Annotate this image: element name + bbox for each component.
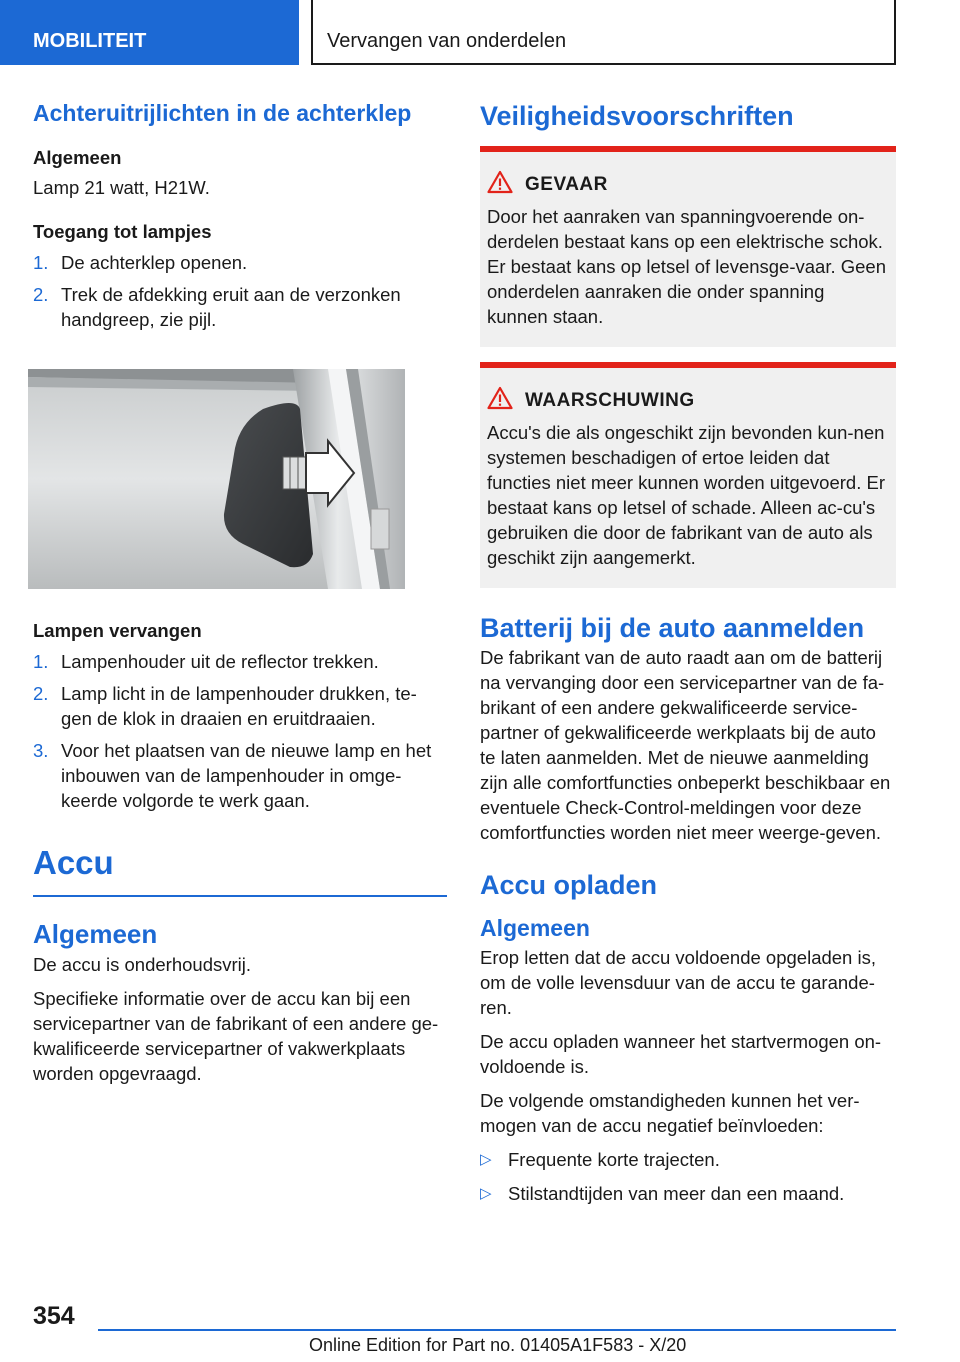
warning-triangle-icon [487,170,513,194]
charge-paragraph-3: De volgende omstandigheden kunnen het ver-mogen van de accu negatief beïnvloeden: [480,1089,860,1136]
tailgate-cover-illustration [28,369,405,589]
header-chapter-tab [311,0,896,65]
left-column-top [33,100,447,332]
left-column-bottom [33,619,447,1086]
list-item: 3. Voor het plaatsen van de nieuwe lamp en het inbouwen van de lampenhouder in omge-keerde volgorde te werk gaan. [33,739,432,811]
warning-label: WAARSCHUWING [525,390,695,412]
general-heading: Algemeen [33,146,122,168]
charge-general-heading: Algemeen [480,915,590,942]
register-title: Batterij bij de auto aanmelden [480,613,865,644]
warning-text: Accu's die als ongeschikt zijn bevonden kun-nen systemen beschadigen of ertoe leiden dat functies niet meer kunnen worden uitgevoerd. Er bestaat kans op letsel of schade. Alleen ac-cu's gebruiken die door de fabrikant van de auto als geschikt zijn aangemerkt. [487,422,885,569]
access-heading: Toegang tot lampjes [33,220,212,242]
danger-label: GEVAAR [525,174,608,196]
tailgate-cover-photo [28,369,405,589]
list-item: 2. Lamp licht in de lampenhouder drukken, te-gen de klok in draaien en eruitdraaien. [33,682,417,729]
accu-general-heading: Algemeen [33,918,158,949]
accu-title: Accu [33,843,114,881]
danger-box [480,146,896,347]
warning-box [480,362,896,588]
charge-paragraph-1: Erop letten dat de accu voldoende opgeladen is, om de volle levensduur van de accu te garande-ren. [480,946,876,1018]
replace-steps-list [33,649,447,813]
replace-heading: Lampen vervangen [33,620,202,641]
list-item: 1. De achterklep openen. [33,251,248,273]
right-column [480,100,896,1206]
header-section-label: MOBILITEIT [33,30,147,52]
charge-paragraph-2: De accu opladen wanneer het startvermogen on-voldoende is. [480,1030,882,1077]
header-section-tab [0,0,299,65]
accu-paragraph-2: Specifieke informatie over de accu kan bij een servicepartner van de fabrikant of een andere ge-kwalificeerde servicepartner of vakwerkplaats worden opgevraagd. [33,987,439,1084]
charge-bullets-list [480,1147,896,1206]
warning-triangle-icon [487,386,513,410]
section-divider [33,895,447,897]
general-text: Lamp 21 watt, H21W. [33,176,210,198]
footer-divider [98,1329,896,1331]
triangle-bullet-icon: ▷ [480,1184,492,1202]
list-item: ▷ Frequente korte trajecten. [480,1148,720,1170]
page-number: 354 [33,1302,75,1330]
footer-edition: Online Edition for Part no. 01405A1F583 - X/20 [309,1335,687,1355]
header-chapter-label: Vervangen van onderdelen [327,30,567,52]
list-item: ▷ Stilstandtijden van meer dan een maand. [480,1182,845,1204]
danger-label-row [487,174,888,198]
reversing-lights-title: Achteruitrijlichten in de achterklep [33,100,412,126]
danger-text: Door het aanraken van spanningvoerende on-derdelen bestaat kans op een elektrische schok. Er bestaat kans op letsel of levensge-vaar. Geen onderdelen aanraken die onder spanning kunnen staan. [487,206,887,328]
register-text: De fabrikant van de auto raadt aan om de batterij na vervanging door een servicepartner van de fa-brikant of een andere gekwalificeerde service-partner of gekwalificeerde werkplaats bij de auto te laten aanmelden. Met de nieuwe aanmelding zijn alle comfortfuncties onbeperkt beschikbaar en eventuele Check-Control-meldingen voor deze comfortfuncties worden niet meer weerge-geven. [480,646,891,843]
accu-paragraph-1: De accu is onderhoudsvrij. [33,953,251,975]
list-item: 2. Trek de afdekking eruit aan de verzonken handgreep, zie pijl. [33,283,401,330]
access-steps-list [33,250,447,332]
safety-title: Veiligheidsvoorschriften [480,101,794,131]
warning-label-row [487,390,888,414]
list-item: 1. Lampenhouder uit de reflector trekken. [33,650,379,672]
triangle-bullet-icon: ▷ [480,1150,492,1168]
charge-title: Accu opladen [480,869,658,900]
